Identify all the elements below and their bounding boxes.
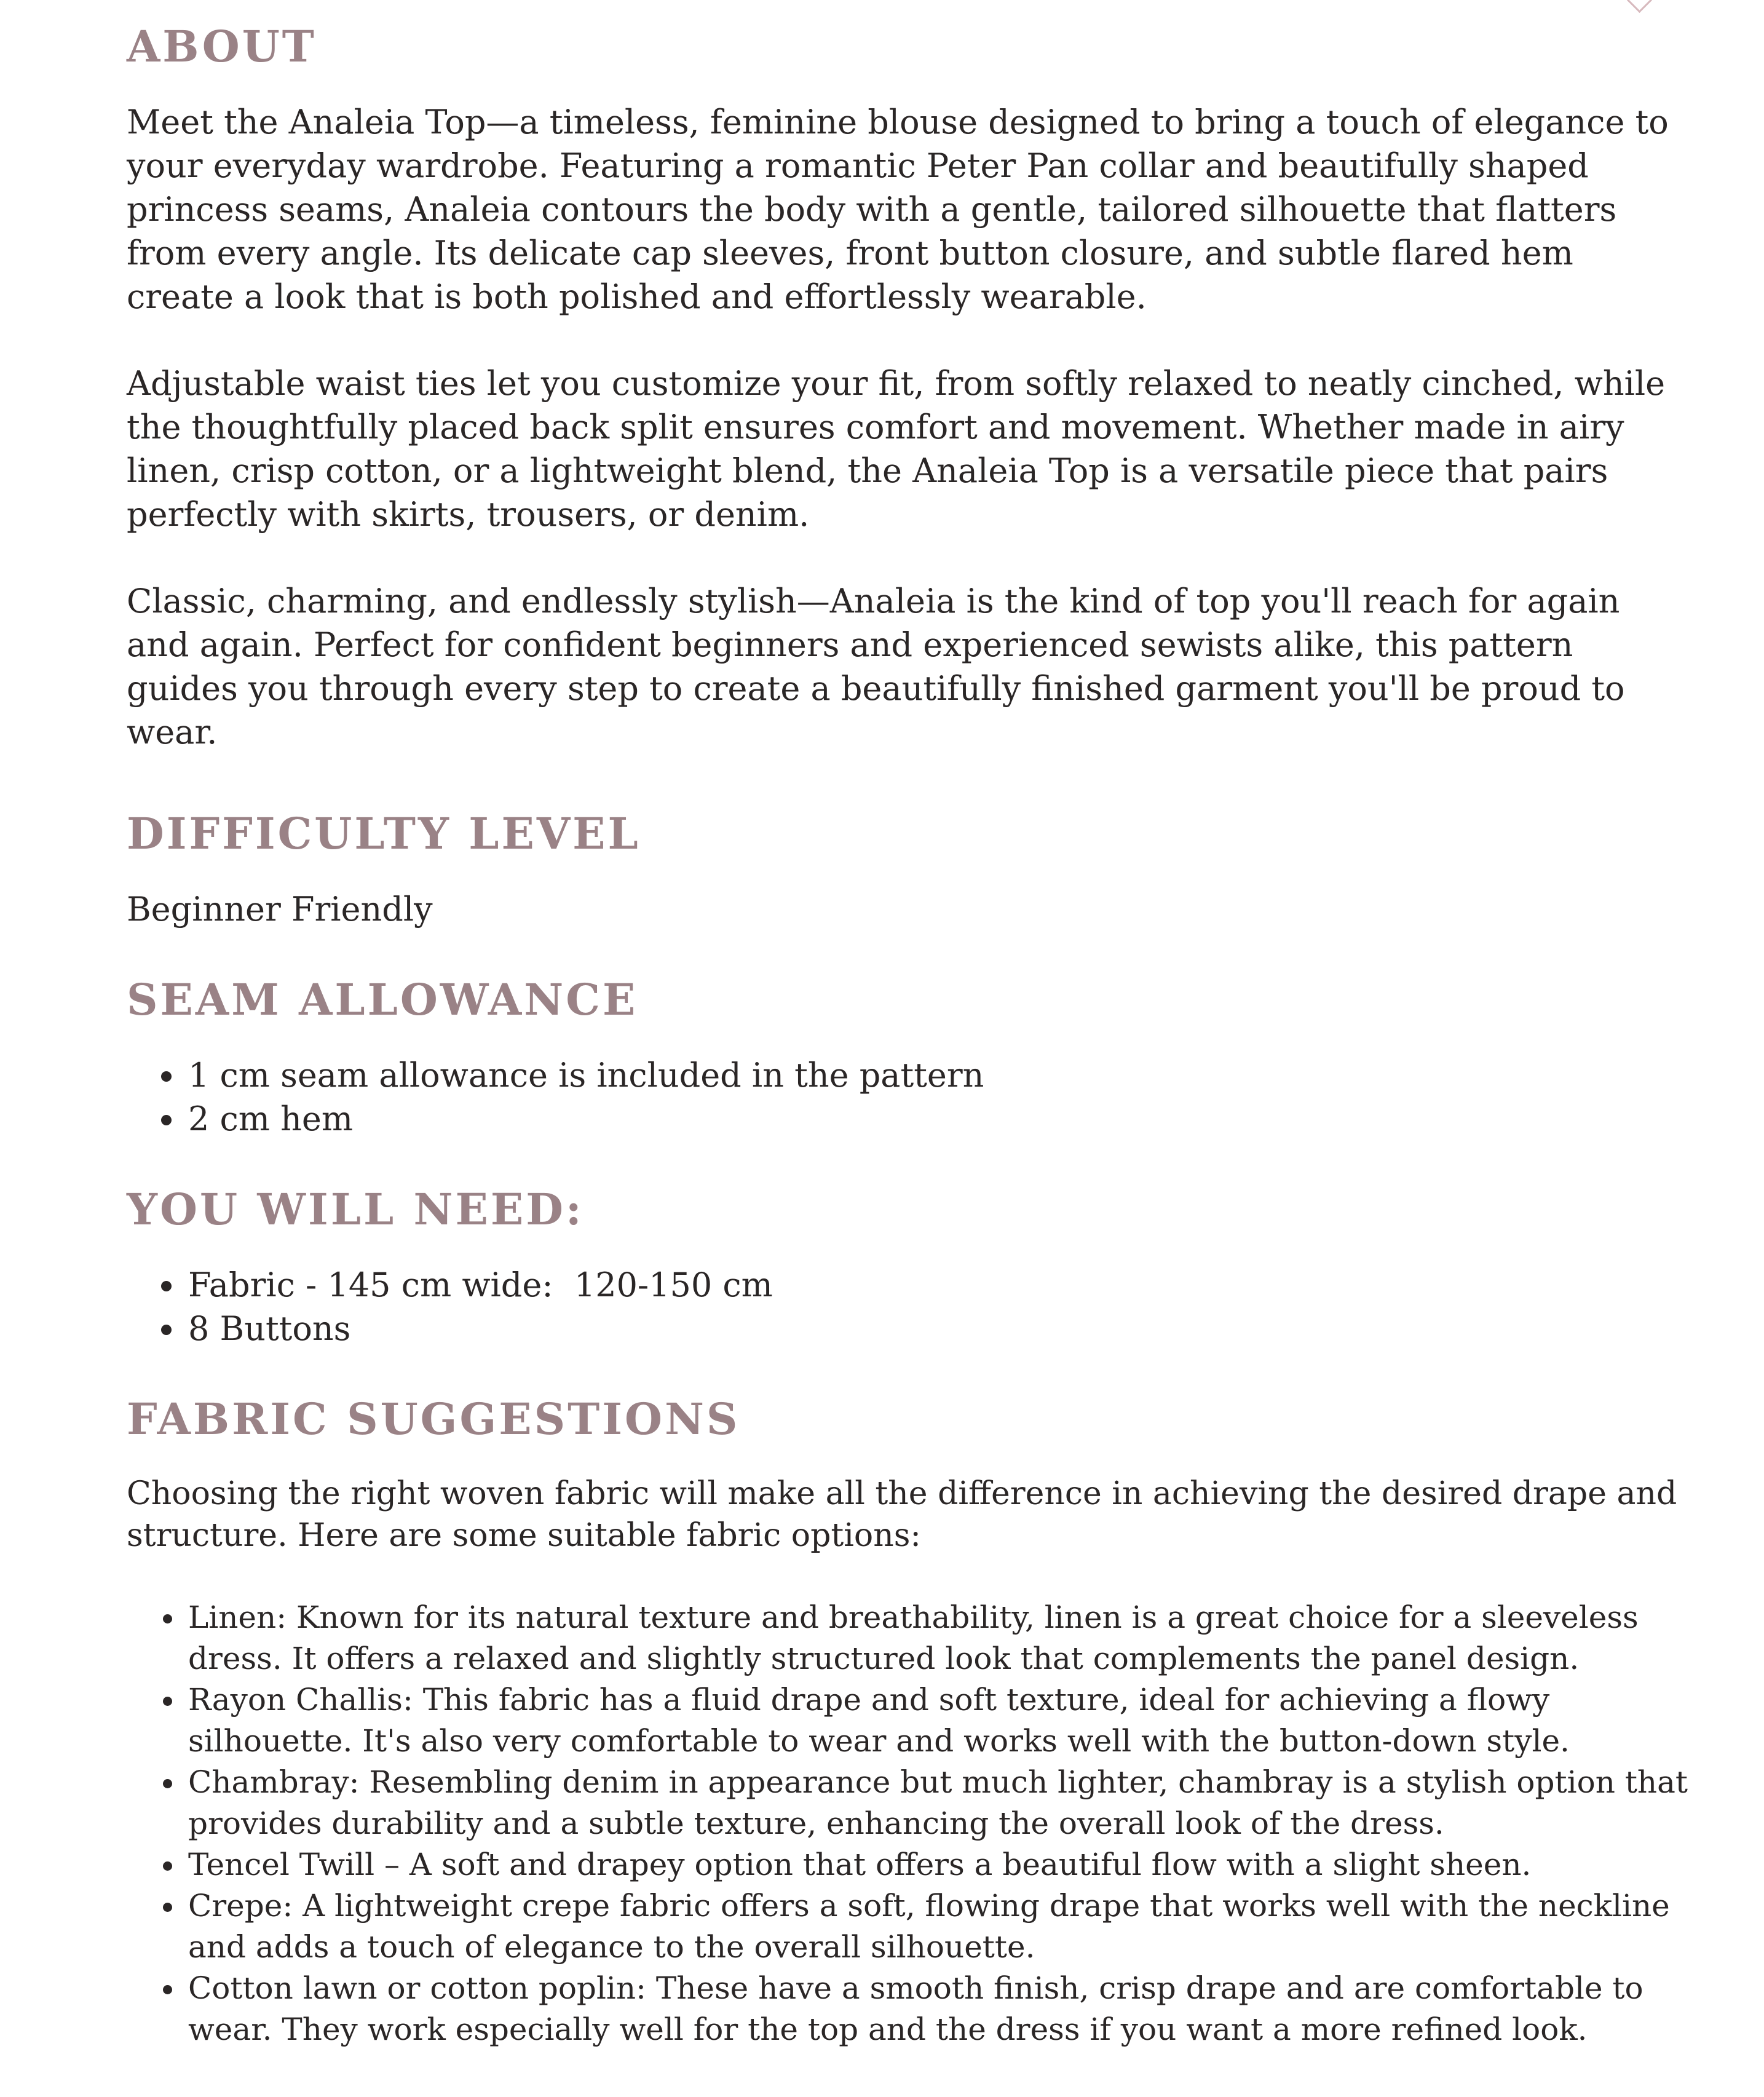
seam-allowance-list <box>127 1053 1688 1141</box>
you-will-need-section <box>127 1181 1688 1350</box>
fabric-suggestions-section <box>127 1391 1688 2050</box>
list-item: • 8 Buttons <box>186 1307 1688 1350</box>
seam-allowance-heading: SEAM ALLOWANCE <box>127 974 638 1025</box>
seam-allowance-section <box>127 972 1688 1141</box>
list-item: • Cotton lawn or cotton poplin: These have a smooth finish, crisp drape and are comfortable to wear. They work especially well for the top and the dress if you want a more refined look. <box>186 1968 1688 2050</box>
about-paragraph-1: Meet the Analeia Top—a timeless, feminine blouse designed to bring a touch of elegance to your everyday wardrobe. Featuring a romantic Peter Pan collar and beautifully shaped princess seams, Analeia contours the body with a gentle, tailored silhouette that flatters from every angle. Its delicate cap sleeves, front button closure, and subtle flared hem create a look that is both polished and effortlessly wearable. <box>127 103 1669 316</box>
you-will-need-list <box>127 1263 1688 1350</box>
fabric-suggestions-intro: Choosing the right woven fabric will make all the difference in achieving the desired drape and structure. Here are some suitable fabric options: <box>127 1475 1677 1554</box>
about-section <box>127 18 1688 754</box>
about-paragraph-2: Adjustable waist ties let you customize your fit, from softly relaxed to neatly cinched, while the thoughtfully placed back split ensures comfort and movement. Whether made in airy linen, crisp cotton, or a lightweight blend, the Analeia Top is a versatile piece that pairs perfectly with skirts, trousers, or denim. <box>127 364 1666 534</box>
difficulty-heading: DIFFICULTY LEVEL <box>127 808 641 859</box>
fabric-suggestions-heading: FABRIC SUGGESTIONS <box>127 1393 740 1445</box>
difficulty-section <box>127 806 1688 931</box>
list-item: • Tencel Twill – A soft and drapey option that offers a beautiful flow with a slight sheen. <box>186 1844 1688 1885</box>
list-item: • Crepe: A lightweight crepe fabric offers a soft, flowing drape that works well with the neckline and adds a touch of elegance to the overall silhouette. <box>186 1885 1688 1968</box>
difficulty-value: Beginner Friendly <box>127 890 433 929</box>
list-item: • 1 cm seam allowance is included in the pattern <box>186 1053 1688 1097</box>
about-heading: ABOUT <box>127 21 317 72</box>
document-page <box>127 0 1688 2050</box>
list-item: • 2 cm hem <box>186 1097 1688 1141</box>
list-item: • Chambray: Resembling denim in appearance but much lighter, chambray is a stylish option that provides durability and a subtle texture, enhancing the overall look of the dress. <box>186 1762 1688 1844</box>
you-will-need-heading: YOU WILL NEED: <box>127 1184 584 1235</box>
list-item: • Linen: Known for its natural texture and breathability, linen is a great choice for a sleeveless dress. It offers a relaxed and slightly structured look that complements the panel design. <box>186 1597 1688 1679</box>
about-paragraph-3: Classic, charming, and endlessly stylish—Analeia is the kind of top you'll reach for again and again. Perfect for confident beginners and experienced sewists alike, this pattern guides you through every step to create a beautifully finished garment you'll be proud to wear. <box>127 582 1625 751</box>
fabric-suggestions-list <box>127 1597 1688 2050</box>
list-item: • Rayon Challis: This fabric has a fluid drape and soft texture, ideal for achieving a flowy silhouette. It's also very comfortable to wear and works well with the button-down style. <box>186 1679 1688 1762</box>
list-item: • Fabric - 145 cm wide: 120-150 cm <box>186 1263 1688 1307</box>
